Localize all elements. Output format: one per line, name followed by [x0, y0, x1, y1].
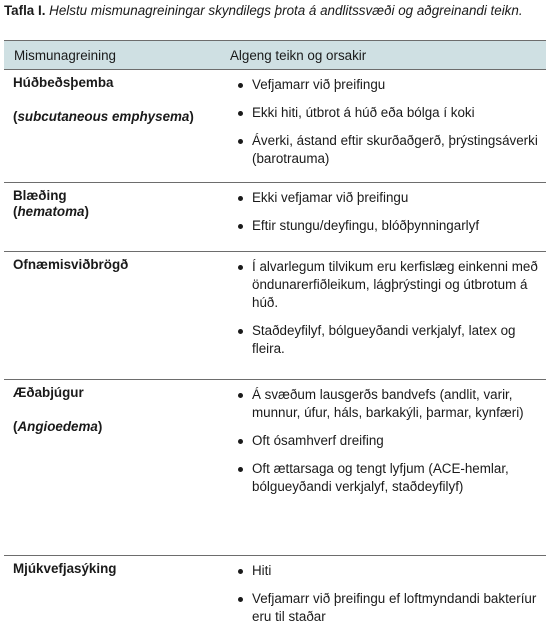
list-item: Vefjamarr við þreifingu: [238, 76, 538, 94]
signs-cell: [220, 70, 546, 183]
condition-cell: [4, 556, 220, 639]
bullet-icon: [238, 265, 243, 270]
bullet-icon: [238, 329, 243, 334]
signs-cell: [220, 380, 546, 556]
bullet-icon: [238, 569, 243, 574]
bullet-icon: [238, 111, 243, 116]
table-caption: [0, 0, 550, 40]
bullet-icon: [238, 224, 243, 229]
list-item: Staðdeyfilyf, bólgueyðandi verkjalyf, latex og fleira.: [238, 322, 538, 358]
list-item: Oft ættarsaga og tengt lyfjum (ACE-hemlar, bólgueyðandi verkjalyf, staðdeyfilyf): [238, 460, 538, 496]
signs-cell: [220, 252, 546, 380]
table-caption-text: Helstu mismunagreiningar skyndilegs þrota á andlitssvæði og aðgreinandi teikn.: [49, 3, 523, 18]
header-condition: Mismunagreining: [4, 41, 220, 70]
differential-diagnosis-table: [4, 40, 546, 638]
condition-cell: [4, 380, 220, 556]
condition-latin: (hematoma): [13, 204, 89, 219]
condition-name: Ofnæmisviðbrögð: [13, 257, 129, 272]
table-row: [4, 70, 546, 183]
list-item: Hiti: [238, 562, 538, 580]
condition-latin: (subcutaneous emphysema): [13, 109, 194, 124]
signs-cell: [220, 556, 546, 639]
bullet-icon: [238, 467, 243, 472]
bullet-icon: [238, 597, 243, 602]
header-signs: Algeng teikn og orsakir: [220, 41, 546, 70]
bullet-icon: [238, 196, 243, 201]
condition-name: Blæðing: [13, 188, 67, 203]
list-item: Ekki hiti, útbrot á húð eða bólga í koki: [238, 104, 538, 122]
table-row: [4, 252, 546, 380]
list-item: Í alvarlegum tilvikum eru kerfislæg einkenni með öndunarerfiðleikum, lágþrýstingi og útbrotum á húð.: [238, 258, 538, 312]
list-item: Oft ósamhverf dreifing: [238, 432, 538, 450]
table-header-row: [4, 41, 546, 70]
condition-cell: [4, 183, 220, 252]
list-item: Á svæðum lausgerðs bandvefs (andlit, varir, munnur, úfur, háls, barkakýli, þarmar, kynfæri): [238, 386, 538, 422]
condition-name: Æðabjúgur: [13, 385, 84, 400]
bullet-icon: [238, 83, 243, 88]
list-item: Ekki vefjamar við þreifingu: [238, 189, 538, 207]
condition-cell: [4, 252, 220, 380]
signs-cell: [220, 183, 546, 252]
table-row: [4, 183, 546, 252]
table-row: [4, 380, 546, 556]
bullet-icon: [238, 393, 243, 398]
table-row: [4, 556, 546, 639]
table-caption-label: Tafla I.: [4, 3, 46, 18]
bullet-icon: [238, 139, 243, 144]
condition-name: Húðbeðsþemba: [13, 75, 114, 90]
condition-cell: [4, 70, 220, 183]
list-item: Eftir stungu/deyfingu, blóðþynningarlyf: [238, 217, 538, 235]
condition-latin: (Angioedema): [13, 419, 103, 434]
list-item: Vefjamarr við þreifingu ef loftmyndandi bakteríur eru til staðar: [238, 590, 538, 626]
condition-name: Mjúkvefjasýking: [13, 561, 117, 576]
list-item: Áverki, ástand eftir skurðaðgerð, þrýstingsáverki (barotrauma): [238, 132, 538, 168]
bullet-icon: [238, 439, 243, 444]
